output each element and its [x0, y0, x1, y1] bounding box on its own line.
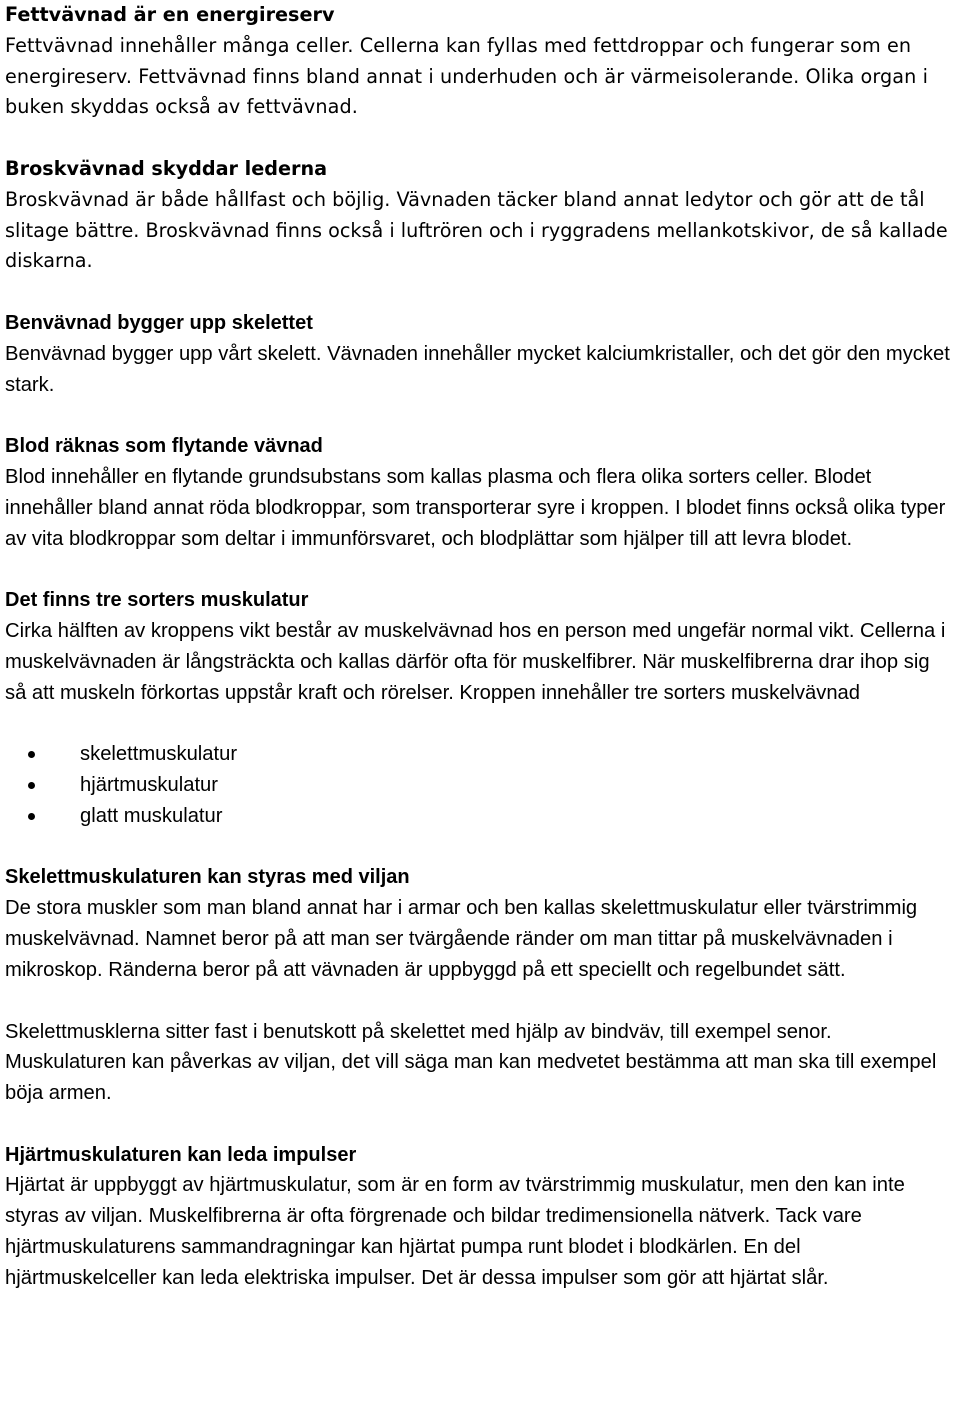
list-item [5, 770, 955, 801]
section-heading: Det finns tre sorters muskulatur [5, 589, 309, 612]
section-paragraph: Hjärtat är uppbyggt av hjärtmuskulatur, som är en form av tvärstrimmig muskulatur, men den kan inte styras av viljan. Muskelfibrerna är ofta förgrenade och bildar tredimensionella nätverk. Tack vare hjärtmuskulaturens sammandragningar kan hjärtat pumpa runt blodet i blodkärlen. En del hjärtmuskelceller kan leda elektriska impulser. Det är dessa impulser som gör att hjärtat slår. [5, 1174, 905, 1289]
spacer [5, 708, 955, 739]
spacer [5, 400, 955, 431]
section-muskulatur [5, 585, 955, 831]
bullet-icon [28, 751, 35, 758]
section-heading: Broskvävnad skyddar lederna [5, 156, 328, 180]
list-item-label: hjärtmuskulatur [80, 773, 219, 796]
section-hjartmuskulatur [5, 1140, 955, 1294]
section-blod [5, 431, 955, 554]
section-broskvavnad [5, 154, 955, 277]
spacer [5, 1109, 955, 1140]
bullet-icon [28, 813, 35, 820]
section-paragraph: Broskvävnad är både hållfast och böjlig. Vävnaden täcker bland annat ledytor och gör att de tål slitage bättre. Broskvävnad finns också i luftrören och i ryggradens mellankotskivor, de så kallade diskarna. [5, 187, 948, 273]
list-item-label: glatt muskulatur [80, 804, 223, 827]
section-paragraph: Blod innehåller en flytande grundsubstans som kallas plasma och flera olika sorters celler. Blodet innehåller bland annat röda blodkroppar, som transporterar syre i kroppen. I blodet finns också olika typer av vita blodkroppar som deltar i immunförsvaret, och blodplättar som hjälper till att levra blodet. [5, 465, 946, 550]
section-benvavnad [5, 308, 955, 400]
section-paragraph: De stora muskler som man bland annat har i armar och ben kallas skelettmuskulatur eller tvärstrimmig muskelvävnad. Namnet beror på att man ser tvärgående ränder om man tittar på muskelvävnaden i mikroskop. Ränderna beror på att vävnaden är uppbyggd på ett speciellt och regelbundet sätt. [5, 897, 918, 981]
section-heading: Blod räknas som flytande vävnad [5, 435, 323, 458]
spacer [5, 123, 955, 154]
spacer [5, 277, 955, 308]
list-item [5, 739, 955, 770]
section-paragraph: Skelettmusklerna sitter fast i benutskott på skelettet med hjälp av bindväv, till exempel senor. Muskulaturen kan påverkas av viljan, det vill säga man kan medvetet bestämma att man ska till exempel böja armen. [5, 1020, 937, 1105]
spacer [5, 554, 955, 585]
list-item [5, 801, 955, 832]
document-page [5, 0, 955, 1294]
spacer [5, 832, 955, 863]
section-skelettmuskulatur [5, 862, 955, 1109]
section-paragraph: Benvävnad bygger upp vårt skelett. Vävnaden innehåller mycket kalciumkristaller, och det gör den mycket stark. [5, 342, 950, 396]
section-heading: Hjärtmuskulaturen kan leda impulser [5, 1143, 357, 1166]
list-item-label: skelettmuskulatur [80, 743, 238, 766]
section-paragraph: Fettvävnad innehåller många celler. Cellerna kan fyllas med fettdroppar och fungerar som en energireserv. Fettvävnad finns bland annat i underhuden och är värmeisolerande. Olika organ i buken skyddas också av fettvävnad. [5, 33, 929, 119]
section-heading: Skelettmuskulaturen kan styras med viljan [5, 866, 410, 889]
muscle-type-list [5, 739, 955, 831]
section-heading: Benvävnad bygger upp skelettet [5, 311, 313, 334]
bullet-icon [28, 782, 35, 789]
section-fettvavnad [5, 0, 955, 123]
section-paragraph: Cirka hälften av kroppens vikt består av muskelvävnad hos en person med ungefär normal vikt. Cellerna i muskelvävnaden är långsträckta och kallas därför ofta för muskelfibrer. När muskelfibrerna drar ihop sig så att muskeln förkortas uppstår kraft och rörelser. Kroppen innehåller tre sorters muskelvävnad [5, 619, 946, 704]
section-heading: Fettvävnad är en energireserv [5, 3, 335, 26]
